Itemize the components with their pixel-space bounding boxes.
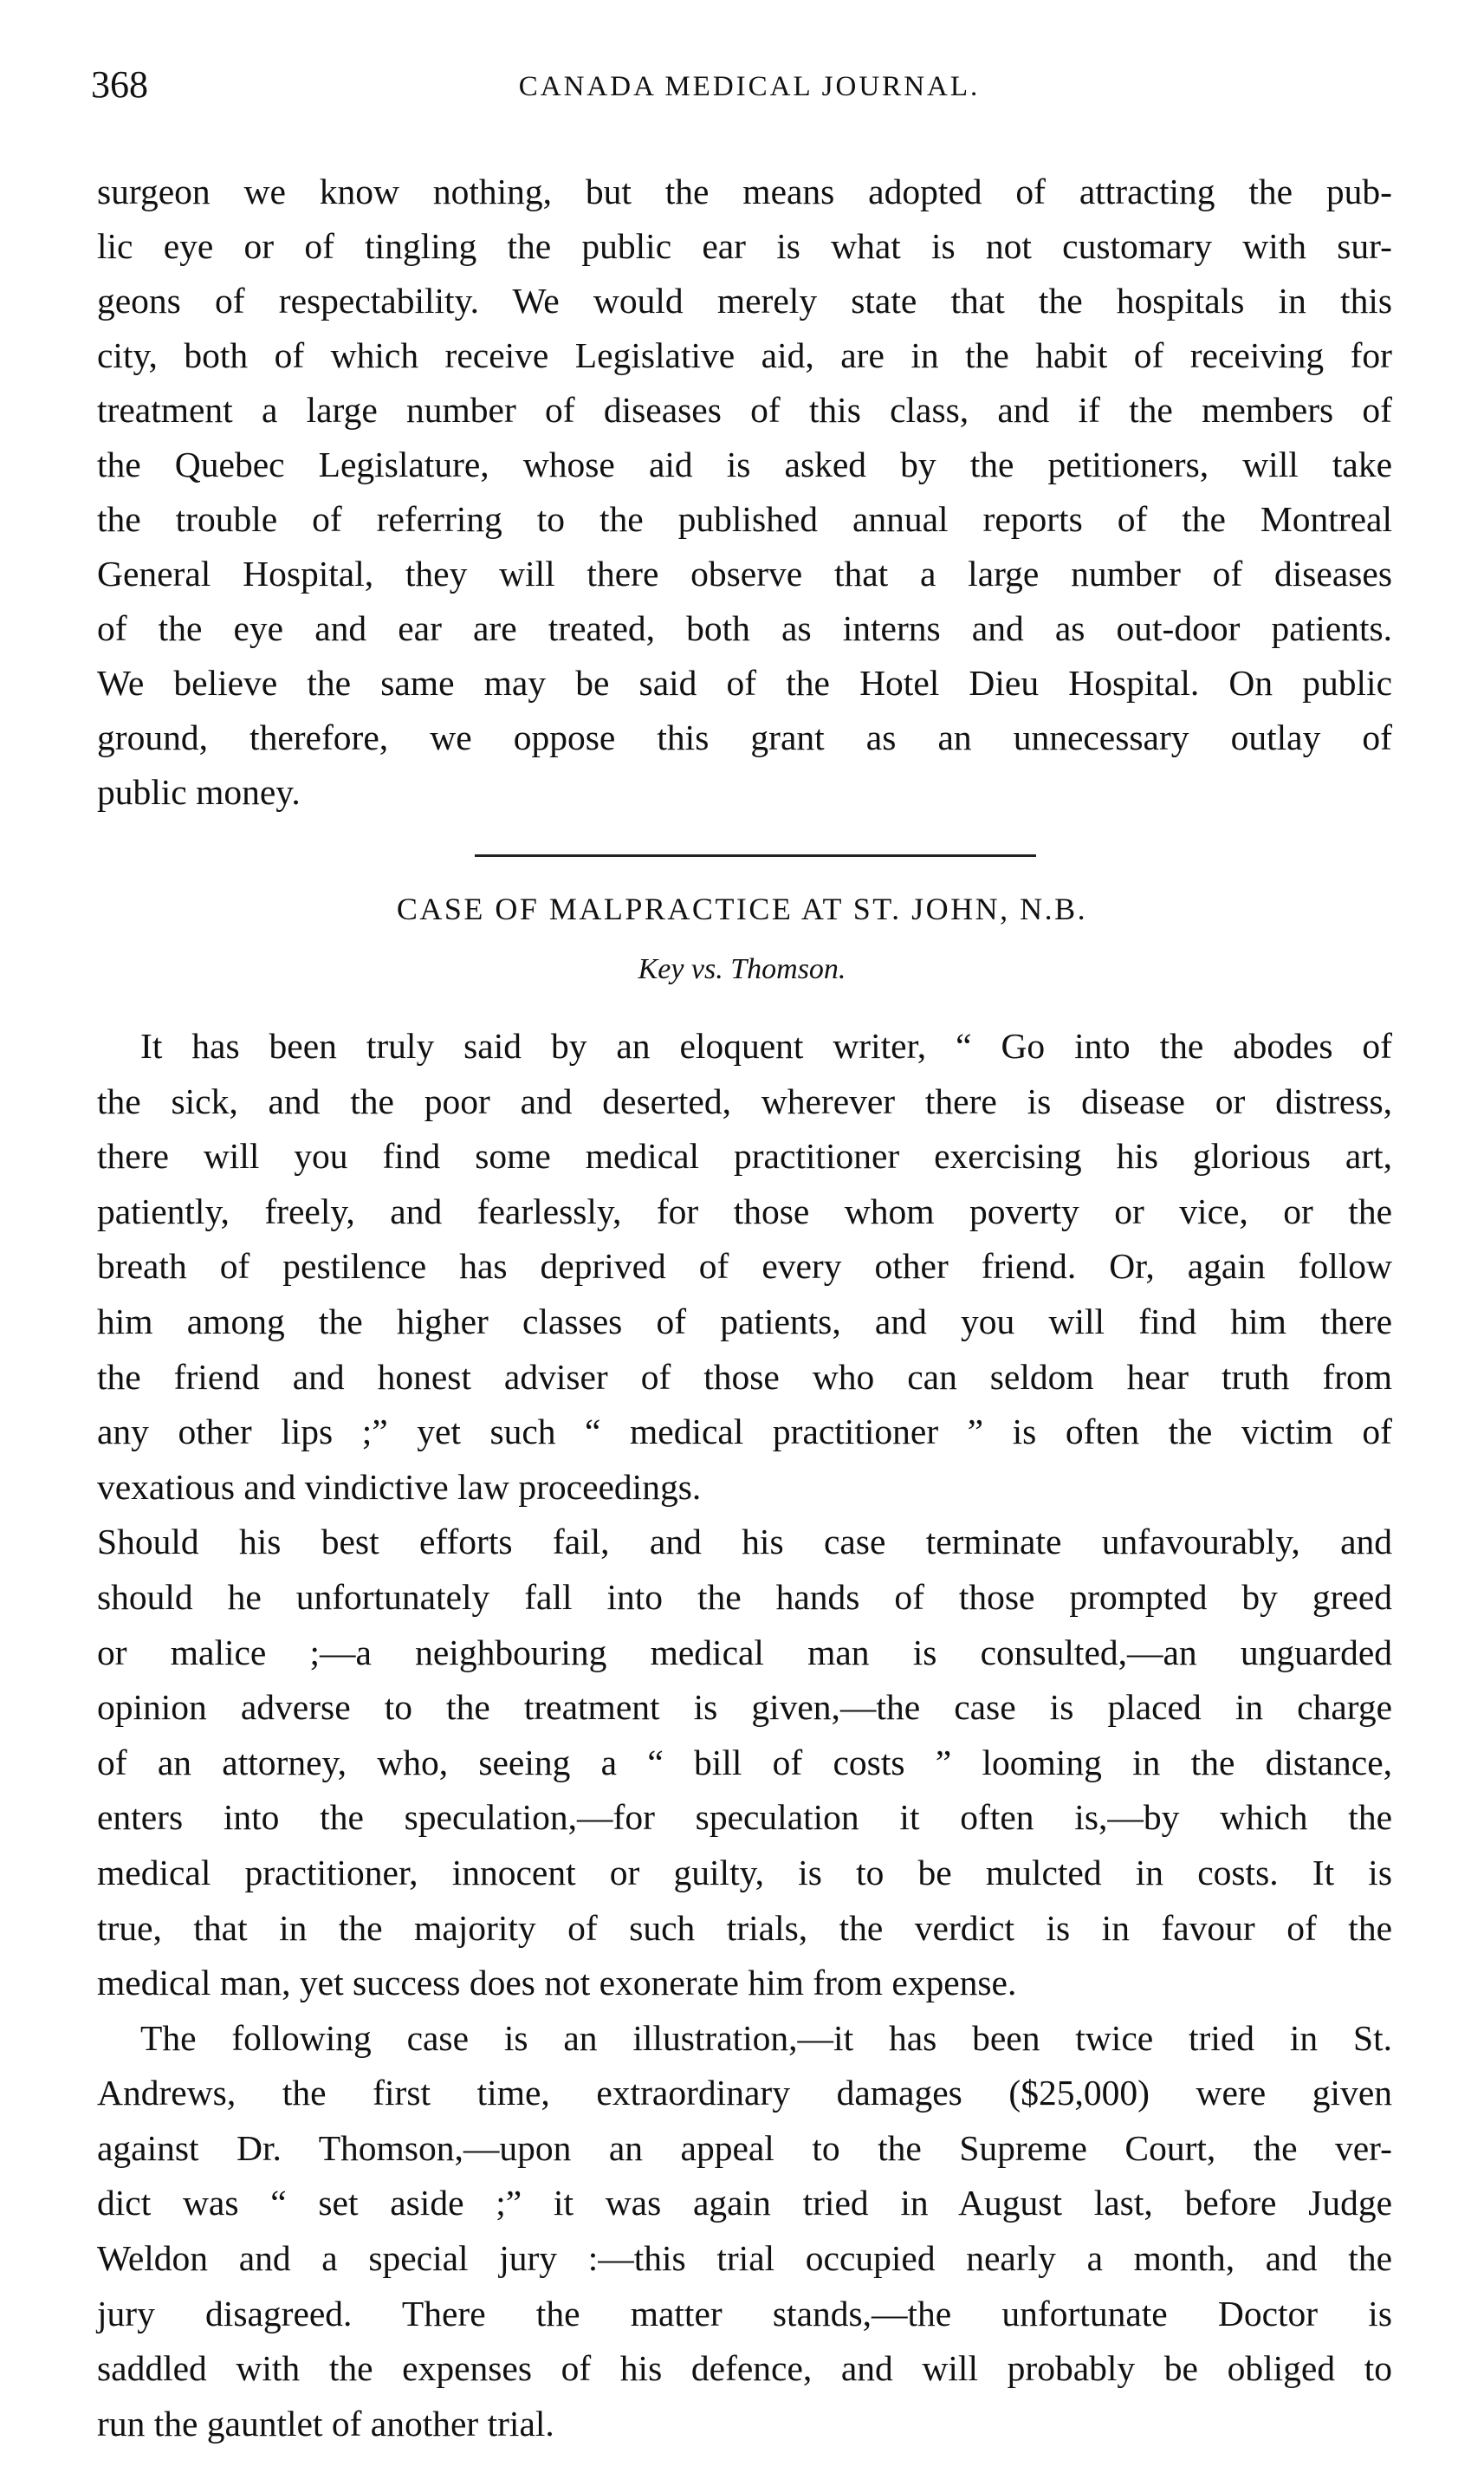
text-line: vexatious and vindictive law proceedings.	[97, 1466, 702, 1507]
text-line: any other lips ;” yet such “ medical practitioner ” is often the victim of	[97, 1412, 1392, 1452]
text-line: medical practitioner, innocent or guilty, is to be mulcted in costs. It is	[97, 1852, 1392, 1892]
text-line: against Dr. Thomson,—upon an appeal to the Supreme Court, the ver-	[97, 2127, 1392, 2168]
text-line: patiently, freely, and fearlessly, for those whom poverty or vice, or the	[97, 1191, 1392, 1231]
article-title: CASE OF MALPRACTICE AT ST. JOHN, N.B.	[396, 892, 1088, 926]
text-line: Andrews, the first time, extraordinary damages ($25,000) were given	[97, 2073, 1392, 2113]
text-line: treatment a large number of diseases of this class, and if the members of	[97, 390, 1392, 430]
text-line: the sick, and the poor and deserted, wherever there is disease or distress,	[97, 1081, 1392, 1121]
text-line: public money.	[97, 772, 301, 812]
text-line: enters into the speculation,—for speculation it often is,—by which the	[97, 1797, 1392, 1838]
text-line: there will you find some medical practitioner exercising his glorious art,	[97, 1136, 1392, 1177]
text-line: saddled with the expenses of his defence, and will probably be obliged to	[97, 2348, 1392, 2389]
text-line: the trouble of referring to the published annual reports of the Montreal	[97, 499, 1392, 539]
text-line: Should his best efforts fail, and his case terminate unfavourably, and	[97, 1522, 1392, 1562]
text-line: General Hospital, they will there observe that a large number of diseases	[97, 554, 1392, 594]
page-number: 368	[91, 63, 148, 106]
text-line: should he unfortunately fall into the hands of those prompted by greed	[97, 1576, 1392, 1617]
text-line: or malice ;—a neighbouring medical man is consulted,—an unguarded	[97, 1632, 1392, 1672]
text-line: surgeon we know nothing, but the means adopted of attracting the pub-	[97, 172, 1392, 211]
text-line: We believe the same may be said of the Hotel Dieu Hospital. On public	[97, 663, 1392, 703]
text-line: geons of respectability. We would merely state that the hospitals in this	[97, 281, 1392, 321]
text-line: breath of pestilence has deprived of every other friend. Or, again follow	[97, 1246, 1392, 1287]
text-line: The following case is an illustration,—it has been twice tried in St.	[140, 2017, 1392, 2058]
text-line: Weldon and a special jury :—this trial occupied nearly a month, and the	[97, 2238, 1392, 2279]
section-divider	[475, 854, 1036, 857]
text-line: dict was “ set aside ;” it was again tried in August last, before Judge	[97, 2183, 1392, 2223]
text-line: run the gauntlet of another trial.	[97, 2403, 554, 2444]
continued-paragraph	[97, 165, 1392, 820]
text-line: medical man, yet success does not exonerate him from expense.	[97, 1963, 1017, 2003]
page-header	[91, 54, 1408, 106]
text-line: It has been truly said by an eloquent writer, “ Go into the abodes of	[140, 1026, 1392, 1066]
article-subtitle: Key vs. Thomson.	[638, 953, 846, 985]
text-line: jury disagreed. There the matter stands,—the unfortunate Doctor is	[97, 2293, 1392, 2333]
text-line: true, that in the majority of such trials, the verdict is in favour of the	[97, 1907, 1392, 1948]
article-body	[97, 1019, 1392, 2451]
text-line: lic eye or of tingling the public ear is what is not customary with sur-	[97, 226, 1392, 266]
text-line: of an attorney, who, seeing a “ bill of costs ” looming in the distance,	[97, 1742, 1392, 1782]
text-line: opinion adverse to the treatment is given,—the case is placed in charge	[97, 1687, 1392, 1728]
text-line: him among the higher classes of patients, and you will find him there	[97, 1301, 1392, 1341]
text-line: the Quebec Legislature, whose aid is asked by the petitioners, will take	[97, 445, 1392, 484]
text-line: of the eye and ear are treated, both as interns and as out-door patients.	[97, 608, 1392, 648]
text-line: ground, therefore, we oppose this grant as an unnecessary outlay of	[97, 717, 1392, 757]
text-line: the friend and honest adviser of those who can seldom hear truth from	[97, 1356, 1392, 1397]
running-title: CANADA MEDICAL JOURNAL.	[518, 71, 981, 102]
text-line: city, both of which receive Legislative aid, are in the habit of receiving for	[97, 335, 1392, 375]
